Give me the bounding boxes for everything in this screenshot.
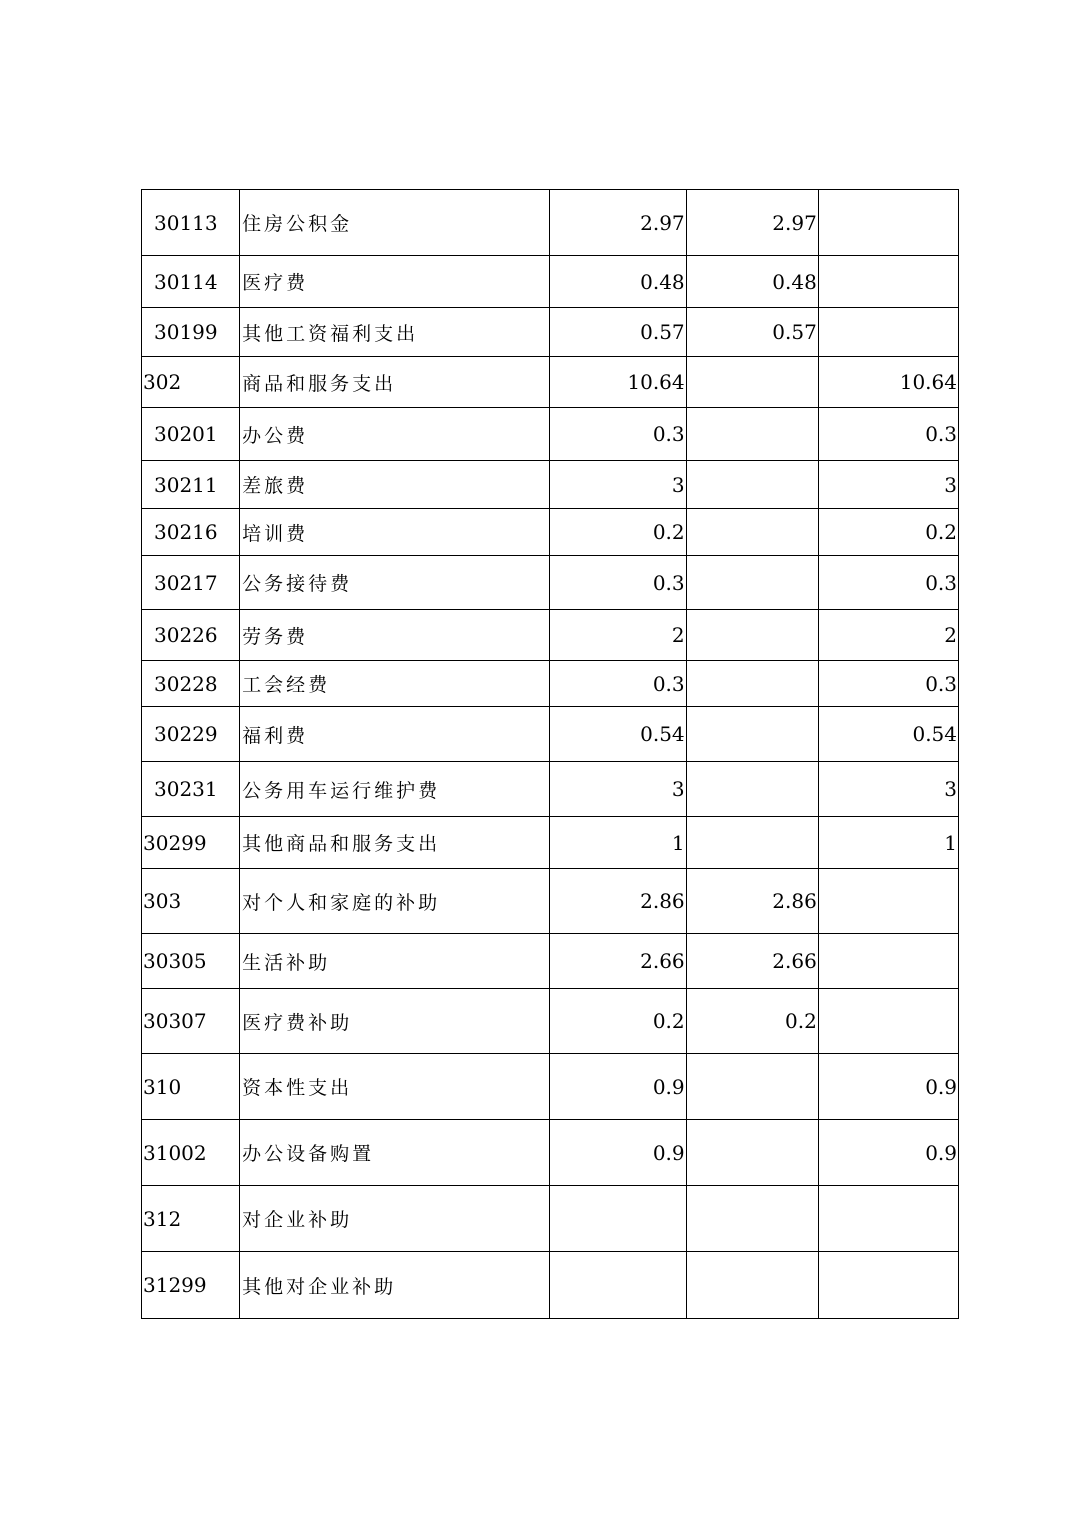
economic-code-cell: 312	[142, 1186, 240, 1252]
table-row	[142, 1120, 959, 1186]
basic-expenditure-cell: 0.2	[686, 989, 818, 1054]
total-amount-cell: 3	[550, 762, 686, 817]
economic-code-cell: 30211	[142, 461, 240, 509]
economic-code-cell: 30217	[142, 556, 240, 610]
total-amount-cell: 0.3	[550, 556, 686, 610]
basic-expenditure-cell	[686, 661, 818, 707]
table-row	[142, 934, 959, 989]
table-row	[142, 989, 959, 1054]
table-row	[142, 1054, 959, 1120]
item-name-cell: 差旅费	[240, 461, 550, 509]
project-expenditure-cell: 0.3	[818, 408, 958, 461]
table-row	[142, 357, 959, 408]
project-expenditure-cell	[818, 989, 958, 1054]
basic-expenditure-cell: 2.97	[686, 190, 818, 256]
table-row	[142, 556, 959, 610]
total-amount-cell: 0.3	[550, 661, 686, 707]
economic-code-cell: 30299	[142, 817, 240, 869]
total-amount-cell: 2	[550, 610, 686, 661]
total-amount-cell: 0.54	[550, 707, 686, 762]
project-expenditure-cell	[818, 1252, 958, 1319]
table-row	[142, 308, 959, 357]
project-expenditure-cell: 10.64	[818, 357, 958, 408]
basic-expenditure-cell	[686, 556, 818, 610]
project-expenditure-cell	[818, 190, 958, 256]
table-row	[142, 762, 959, 817]
project-expenditure-cell: 2	[818, 610, 958, 661]
table-row	[142, 661, 959, 707]
project-expenditure-cell	[818, 308, 958, 357]
basic-expenditure-cell	[686, 408, 818, 461]
economic-code-cell: 310	[142, 1054, 240, 1120]
basic-expenditure-cell	[686, 1054, 818, 1120]
economic-code-cell: 31299	[142, 1252, 240, 1319]
basic-expenditure-cell	[686, 509, 818, 556]
economic-code-cell: 30199	[142, 308, 240, 357]
table-row	[142, 256, 959, 308]
table-row	[142, 817, 959, 869]
basic-expenditure-cell	[686, 817, 818, 869]
item-name-cell: 对个人和家庭的补助	[240, 869, 550, 934]
total-amount-cell	[550, 1186, 686, 1252]
item-name-cell: 医疗费补助	[240, 989, 550, 1054]
project-expenditure-cell: 0.2	[818, 509, 958, 556]
project-expenditure-cell: 0.3	[818, 556, 958, 610]
basic-expenditure-cell	[686, 1252, 818, 1319]
table-row	[142, 610, 959, 661]
table-row	[142, 190, 959, 256]
total-amount-cell: 1	[550, 817, 686, 869]
item-name-cell: 福利费	[240, 707, 550, 762]
economic-code-cell: 30226	[142, 610, 240, 661]
table-row	[142, 1252, 959, 1319]
economic-code-cell: 31002	[142, 1120, 240, 1186]
item-name-cell: 其他商品和服务支出	[240, 817, 550, 869]
table-row	[142, 509, 959, 556]
total-amount-cell: 2.66	[550, 934, 686, 989]
project-expenditure-cell: 0.9	[818, 1120, 958, 1186]
total-amount-cell: 2.97	[550, 190, 686, 256]
item-name-cell: 其他对企业补助	[240, 1252, 550, 1319]
total-amount-cell	[550, 1252, 686, 1319]
item-name-cell: 商品和服务支出	[240, 357, 550, 408]
item-name-cell: 办公设备购置	[240, 1120, 550, 1186]
table-row	[142, 1186, 959, 1252]
economic-code-cell: 30305	[142, 934, 240, 989]
economic-code-cell: 30307	[142, 989, 240, 1054]
economic-code-cell: 302	[142, 357, 240, 408]
project-expenditure-cell	[818, 869, 958, 934]
total-amount-cell: 0.48	[550, 256, 686, 308]
project-expenditure-cell	[818, 934, 958, 989]
item-name-cell: 资本性支出	[240, 1054, 550, 1120]
project-expenditure-cell: 1	[818, 817, 958, 869]
basic-expenditure-cell	[686, 1186, 818, 1252]
economic-code-cell: 30229	[142, 707, 240, 762]
table-body	[142, 190, 959, 1319]
basic-expenditure-cell	[686, 762, 818, 817]
economic-code-cell: 30228	[142, 661, 240, 707]
economic-code-cell: 30114	[142, 256, 240, 308]
table-row	[142, 869, 959, 934]
item-name-cell: 公务用车运行维护费	[240, 762, 550, 817]
project-expenditure-cell: 3	[818, 762, 958, 817]
economic-code-cell: 30201	[142, 408, 240, 461]
basic-expenditure-cell	[686, 707, 818, 762]
item-name-cell: 其他工资福利支出	[240, 308, 550, 357]
economic-code-cell: 30113	[142, 190, 240, 256]
project-expenditure-cell: 0.9	[818, 1054, 958, 1120]
total-amount-cell: 0.9	[550, 1120, 686, 1186]
total-amount-cell: 0.9	[550, 1054, 686, 1120]
item-name-cell: 住房公积金	[240, 190, 550, 256]
item-name-cell: 工会经费	[240, 661, 550, 707]
total-amount-cell: 0.3	[550, 408, 686, 461]
item-name-cell: 生活补助	[240, 934, 550, 989]
project-expenditure-cell: 0.54	[818, 707, 958, 762]
table-row	[142, 408, 959, 461]
economic-code-cell: 30216	[142, 509, 240, 556]
item-name-cell: 培训费	[240, 509, 550, 556]
total-amount-cell: 3	[550, 461, 686, 509]
basic-expenditure-cell	[686, 461, 818, 509]
table-row	[142, 707, 959, 762]
item-name-cell: 对企业补助	[240, 1186, 550, 1252]
total-amount-cell: 10.64	[550, 357, 686, 408]
basic-expenditure-cell: 2.86	[686, 869, 818, 934]
budget-expenditure-table	[141, 189, 959, 1319]
total-amount-cell: 0.2	[550, 509, 686, 556]
item-name-cell: 办公费	[240, 408, 550, 461]
total-amount-cell: 2.86	[550, 869, 686, 934]
basic-expenditure-cell: 0.48	[686, 256, 818, 308]
item-name-cell: 医疗费	[240, 256, 550, 308]
basic-expenditure-cell: 0.57	[686, 308, 818, 357]
project-expenditure-cell	[818, 1186, 958, 1252]
project-expenditure-cell: 0.3	[818, 661, 958, 707]
basic-expenditure-cell	[686, 357, 818, 408]
project-expenditure-cell	[818, 256, 958, 308]
basic-expenditure-cell	[686, 1120, 818, 1186]
economic-code-cell: 30231	[142, 762, 240, 817]
item-name-cell: 劳务费	[240, 610, 550, 661]
economic-code-cell: 303	[142, 869, 240, 934]
basic-expenditure-cell: 2.66	[686, 934, 818, 989]
project-expenditure-cell: 3	[818, 461, 958, 509]
total-amount-cell: 0.2	[550, 989, 686, 1054]
basic-expenditure-cell	[686, 610, 818, 661]
table-row	[142, 461, 959, 509]
item-name-cell: 公务接待费	[240, 556, 550, 610]
total-amount-cell: 0.57	[550, 308, 686, 357]
